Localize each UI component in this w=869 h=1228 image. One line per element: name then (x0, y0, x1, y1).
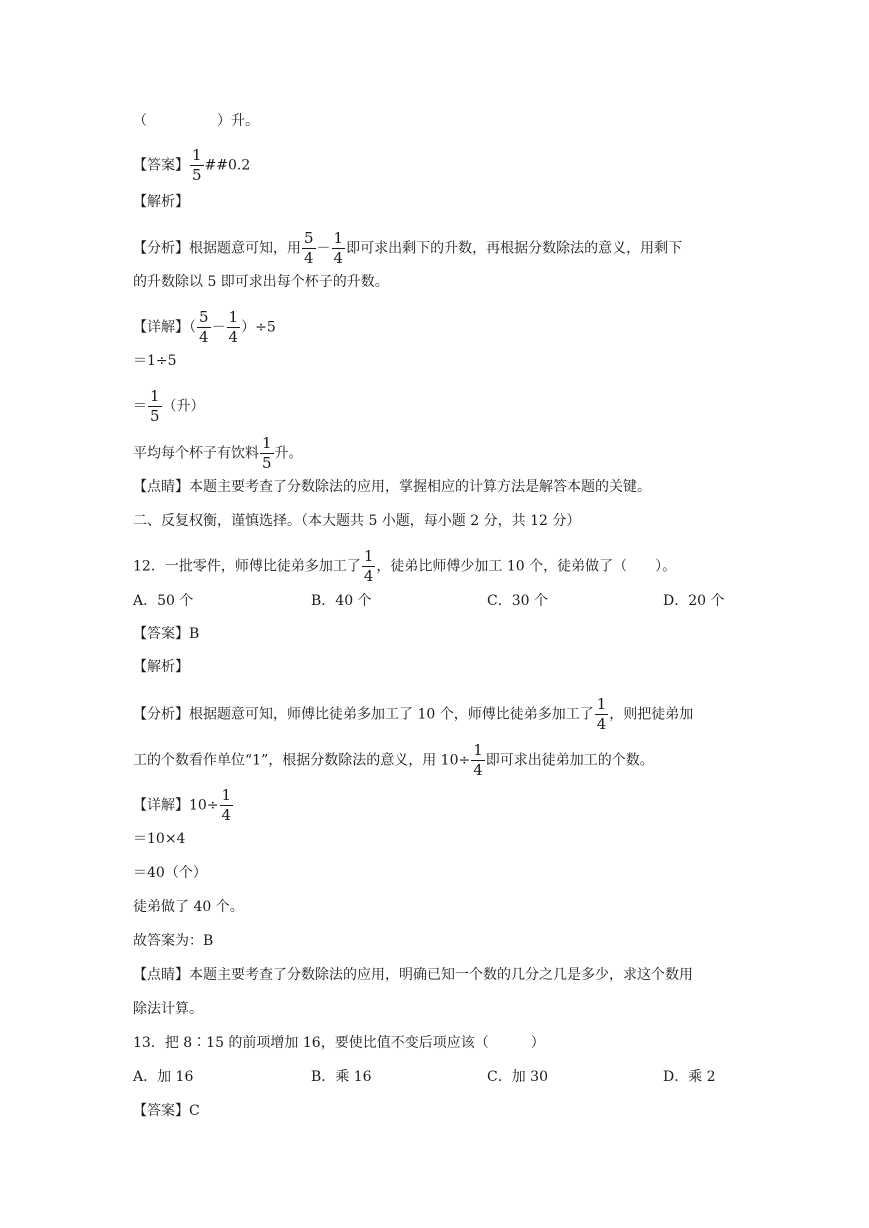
analysis-line-2: 的升数除以 5 即可求出每个杯子的升数。 (133, 274, 389, 290)
comment-tag: 【点睛】 (133, 967, 189, 983)
answer-tag: 【答案】 (133, 626, 189, 642)
detail-line-1: 【详解】（ $\frac{5}{4}$ － $\frac{1}{4}$ ）÷5 (133, 308, 276, 346)
question-12: 12．一批零件，师傅比徒弟多加工了 $\frac{1}{4}$ ，徒弟比师傅少加工 10 个，徒弟做了（ ）。 (133, 547, 677, 585)
question-13: 13．把 8∶15 的前项增加 16，要使比值不变后项应该（ ） (133, 1035, 545, 1051)
option-a: A．加 16 (133, 1069, 194, 1085)
detail-tag: 【详解】 (133, 319, 189, 336)
blank-paren-text: （ ）升。 (133, 113, 259, 129)
detail-conclusion: 徒弟做了 40 个。 (133, 899, 244, 915)
option-b: B．乘 16 (311, 1069, 372, 1085)
fraction: $\frac{1}{5}$ (150, 387, 160, 425)
analysis-header: 【解析】 (133, 659, 189, 675)
analysis-tag: 【分析】 (133, 706, 189, 723)
fraction: $\frac{1}{5}$ (262, 434, 272, 472)
fraction: $\frac{1}{4}$ (333, 229, 344, 267)
analysis-tag: 【分析】 (133, 240, 189, 257)
fraction: $\frac{1}{4}$ (473, 741, 483, 779)
detail-line-1: 【详解】10÷ $\frac{1}{4}$ (133, 786, 232, 824)
comment-tag: 【点睛】 (133, 479, 189, 495)
analysis-line-2: 工的个数看作单位“1”，根据分数除法的意义，用 10÷ $\frac{1}{4}$ 即可求出徒弟加工的个数。 (133, 741, 654, 779)
fraction: $\frac{1}{4}$ (363, 547, 374, 585)
detail-conclusion: 平均每个杯子有饮料 $\frac{1}{5}$ 升。 (133, 434, 303, 472)
fraction: $\frac{1}{4}$ (596, 695, 607, 733)
option-d: D．20 个 (663, 593, 725, 609)
answer-line-13: 【答案】C (133, 1103, 200, 1119)
fraction: $\frac{1}{4}$ (228, 308, 239, 346)
final-answer: 故答案为：B (133, 933, 214, 949)
detail-step: ＝40（个） (133, 865, 207, 881)
option-c: C．加 30 (487, 1069, 548, 1085)
detail-tag: 【详解】 (133, 797, 189, 814)
answer-line-12: 【答案】B (133, 626, 200, 642)
fraction: $\frac{5}{4}$ (304, 229, 314, 267)
comment-line: 【点睛】本题主要考查了分数除法的应用，明确已知一个数的几分之几是多少，求这个数用 (133, 967, 693, 983)
detail-result: ＝ $\frac{1}{5}$ （升） (133, 387, 205, 425)
answer-alt: ##0.2 (204, 157, 251, 174)
fraction: $\frac{5}{4}$ (199, 308, 209, 346)
option-b: B．40 个 (311, 593, 372, 609)
detail-step: ＝10×4 (133, 831, 186, 847)
detail-step: ＝1÷5 (133, 353, 177, 369)
analysis-line-1: 【分析】根据题意可知，师傅比徒弟多加工了 10 个，师傅比徒弟多加工了 $\frac{1}{4}$ ，则把徒弟加 (133, 695, 694, 733)
answer-line-11 (133, 148, 749, 183)
option-a: A．50 个 (133, 593, 194, 609)
option-c: C．30 个 (487, 593, 548, 609)
answer-blank-line (133, 111, 749, 131)
option-d: D．乘 2 (663, 1069, 716, 1085)
fraction: $\frac{1}{4}$ (221, 786, 232, 824)
answer-tag: 【答案】 (133, 157, 189, 174)
fraction: $\frac{1}{5}$ (192, 146, 202, 184)
analysis-line-1: 【分析】根据题意可知，用 $\frac{5}{4}$ － $\frac{1}{4}$ 即可求出剩下的升数，再根据分数除法的意义，用剩下 (133, 229, 683, 267)
comment-line: 【点睛】本题主要考查了分数除法的应用，掌握相应的计算方法是解答本题的关键。 (133, 479, 651, 495)
section-heading: 二、反复权衡，谨慎选择。（本大题共 5 小题，每小题 2 分，共 12 分） (133, 513, 581, 529)
answer-tag: 【答案】 (133, 1103, 189, 1119)
analysis-header: 【解析】 (133, 194, 189, 210)
comment-line-2: 除法计算。 (133, 1001, 203, 1017)
